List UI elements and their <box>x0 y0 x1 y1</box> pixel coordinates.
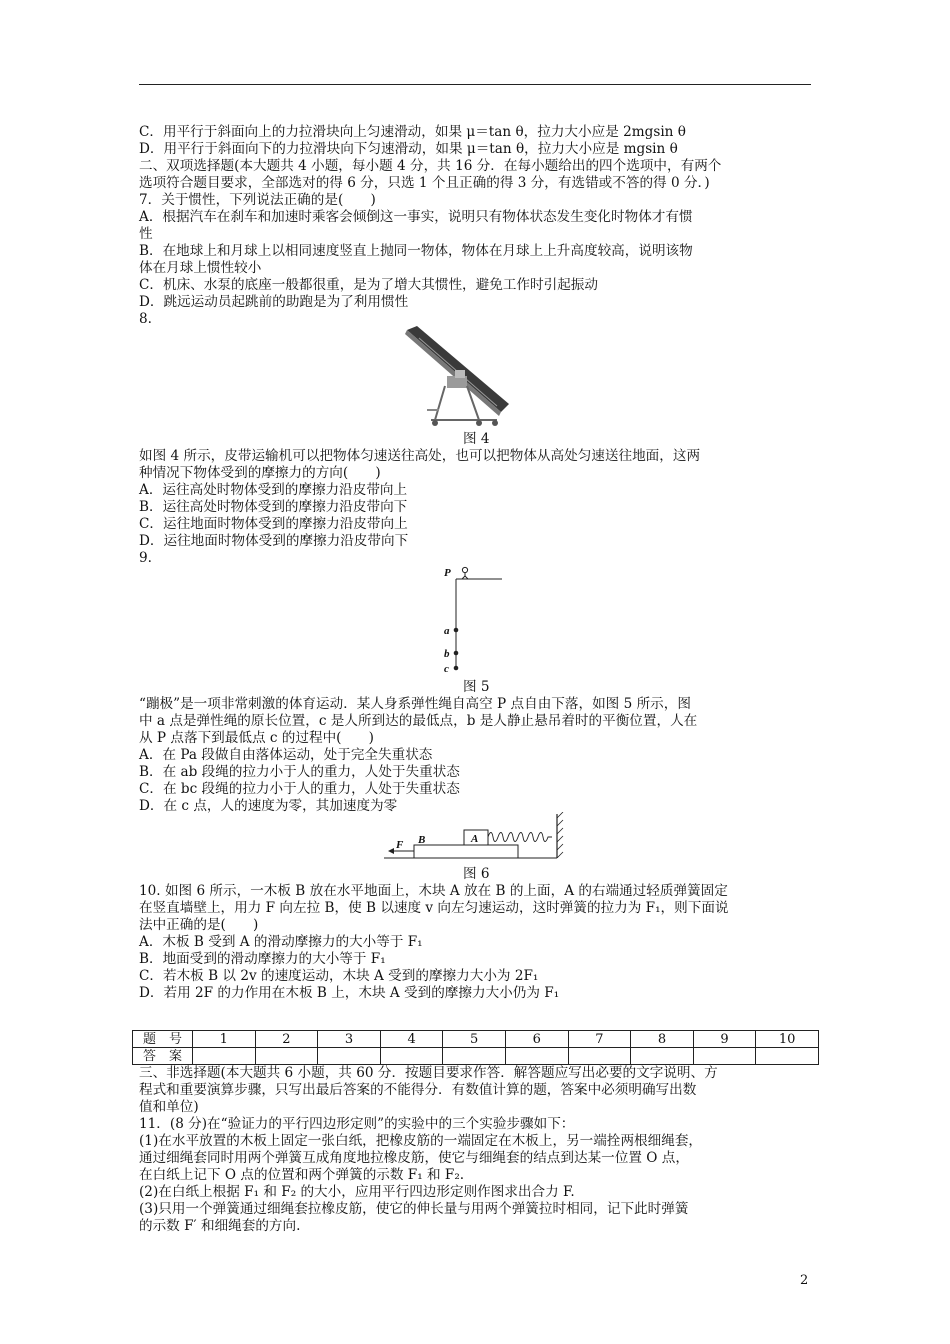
bungee-figure <box>440 564 510 676</box>
block-A-label: A <box>471 833 479 845</box>
point-c-label: c <box>444 663 449 675</box>
step-line: (2)在白纸上根据 F₁ 和 F₂ 的大小，应用平行四边形定则作图求出合力 F. <box>139 1184 575 1200</box>
question-9-number: 9. <box>139 550 152 566</box>
text-line: 二、双项选择题(本大题共 4 小题，每小题 4 分，共 16 分．在每小题给出的四个选项中，有两个 <box>139 158 722 174</box>
option-line: C．运往地面时物体受到的摩擦力沿皮带向上 <box>139 516 408 532</box>
option-line: D．在 c 点，人的速度为零，其加速度为零 <box>139 798 398 814</box>
table-cell: 7 <box>568 1031 631 1048</box>
text-line: D．用平行于斜面向下的力拉滑块向下匀速滑动，如果 μ＝tan θ，拉力大小应是 mgsin θ <box>139 141 678 157</box>
answer-cell <box>318 1048 381 1065</box>
board-block-spring-figure <box>382 812 570 864</box>
question-11-stem: 11．(8 分)在“验证力的平行四边形定则”的实验中的三个实验步骤如下： <box>139 1116 575 1132</box>
answer-cell <box>756 1048 819 1065</box>
answer-cell <box>193 1048 256 1065</box>
section-3-heading: 三、非选择题(本大题共 6 小题，共 60 分．按题目要求作答．解答题应写出必要的文字说明、方 <box>139 1065 718 1081</box>
table-row <box>133 1031 819 1048</box>
table-cell: 6 <box>505 1031 568 1048</box>
table-cell: 5 <box>443 1031 506 1048</box>
table-header-cell: 题 号 <box>133 1031 193 1048</box>
header-rule <box>139 84 811 85</box>
answer-cell <box>693 1048 756 1065</box>
conveyor-belt-figure <box>405 326 515 428</box>
text-line: C．用平行于斜面向上的力拉滑块向上匀速滑动，如果 μ＝tan θ，拉力大小应是 2mgsin θ <box>139 124 686 140</box>
option-line: C．若木板 B 以 2v 的速度运动，木块 A 受到的摩擦力大小为 2F₁ <box>139 968 539 984</box>
question-8-number: 8. <box>139 311 152 327</box>
step-line: 通过细绳套同时用两个弹簧互成角度地拉橡皮筋，使它与细绳套的结点到达某一位置 O 点， <box>139 1150 689 1166</box>
table-header-cell: 答 案 <box>133 1048 193 1065</box>
figure-6-caption: 图 6 <box>463 866 490 882</box>
option-line: C．机床、水泵的底座一般都很重，是为了增大其惯性，避免工作时引起振动 <box>139 277 598 293</box>
option-line: B．地面受到的滑动摩擦力的大小等于 F₁ <box>139 951 386 967</box>
point-a-label: a <box>444 625 450 637</box>
table-cell: 4 <box>380 1031 443 1048</box>
option-line: A．运往高处时物体受到的摩擦力沿皮带向上 <box>139 482 408 498</box>
option-line: D．若用 2F 的力作用在木板 B 上，木块 A 受到的摩擦力大小仍为 F₁ <box>139 985 560 1001</box>
answer-cell <box>443 1048 506 1065</box>
question-7-stem: 7．关于惯性，下列说法正确的是( ) <box>139 192 376 208</box>
figure-4-caption: 图 4 <box>463 431 490 447</box>
question-10-stem: 10. 如图 6 所示，一木板 B 放在水平地面上，木块 A 放在 B 的上面，A 的右端通过轻质弹簧固定 <box>139 883 728 899</box>
point-b-label: b <box>444 648 450 660</box>
option-line: A．根据汽车在刹车和加速时乘客会倾倒这一事实，说明只有物体状态发生变化时物体才有惯 <box>139 209 693 225</box>
answer-cell <box>568 1048 631 1065</box>
step-line: (3)只用一个弹簧通过细绳套拉橡皮筋，使它的伸长量与用两个弹簧拉时相同，记下此时弹簧 <box>139 1201 689 1217</box>
table-cell: 8 <box>631 1031 694 1048</box>
option-line: D．跳远运动员起跳前的助跑是为了利用惯性 <box>139 294 409 310</box>
option-line: 性 <box>139 226 153 242</box>
option-line: A．木板 B 受到 A 的滑动摩擦力的大小等于 F₁ <box>139 934 423 950</box>
option-line: 体在月球上惯性较小 <box>139 260 262 276</box>
table-cell: 10 <box>756 1031 819 1048</box>
option-line: B．运往高处时物体受到的摩擦力沿皮带向下 <box>139 499 408 515</box>
question-9-stem: “蹦极”是一项非常刺激的体育运动．某人身系弹性绳自高空 P 点自由下落，如图 5 所示，图 <box>139 696 691 712</box>
question-8-stem: 种情况下物体受到的摩擦力的方向( ) <box>139 465 381 481</box>
step-line: 的示数 F′ 和细绳套的方向. <box>139 1218 301 1234</box>
table-cell: 3 <box>318 1031 381 1048</box>
question-9-stem: 从 P 点落下到最低点 c 的过程中( ) <box>139 730 374 746</box>
force-F-label: F <box>396 839 404 851</box>
answer-cell <box>631 1048 694 1065</box>
question-9-stem: 中 a 点是弹性绳的原长位置，c 是人所到达的最低点，b 是人静止悬吊着时的平衡位置，人在 <box>139 713 698 729</box>
question-8-stem: 如图 4 所示，皮带运输机可以把物体匀速送往高处，也可以把物体从高处匀速送往地面，这两 <box>139 448 701 464</box>
question-10-stem: 法中正确的是( ) <box>139 917 259 933</box>
text-line: 选项符合题目要求，全部选对的得 6 分，只选 1 个且正确的得 3 分，有选错或不答的得 0 分．) <box>139 175 710 191</box>
point-P-label: P <box>444 567 451 579</box>
page-number: 2 <box>800 1273 809 1288</box>
figure-5-caption: 图 5 <box>463 679 490 695</box>
table-cell: 2 <box>255 1031 318 1048</box>
step-line: (1)在水平放置的木板上固定一张白纸，把橡皮筋的一端固定在木板上，另一端拴两根细绳套， <box>139 1133 703 1149</box>
option-line: B．在地球上和月球上以相同速度竖直上抛同一物体，物体在月球上上升高度较高，说明该物 <box>139 243 693 259</box>
option-line: A．在 Pa 段做自由落体运动，处于完全失重状态 <box>139 747 433 763</box>
answer-table <box>132 1030 819 1065</box>
option-line: C．在 bc 段绳的拉力小于人的重力，人处于失重状态 <box>139 781 460 797</box>
answer-cell <box>505 1048 568 1065</box>
option-line: B．在 ab 段绳的拉力小于人的重力，人处于失重状态 <box>139 764 460 780</box>
step-line: 在白纸上记下 O 点的位置和两个弹簧的示数 F₁ 和 F₂. <box>139 1167 465 1183</box>
table-cell: 9 <box>693 1031 756 1048</box>
section-3-heading: 值和单位) <box>139 1099 199 1115</box>
board-B-label: B <box>418 834 426 846</box>
table-cell: 1 <box>193 1031 256 1048</box>
answer-cell <box>255 1048 318 1065</box>
answer-cell <box>380 1048 443 1065</box>
question-10-stem: 在竖直墙壁上，用力 F 向左拉 B，使 B 以速度 v 向左匀速运动，这时弹簧的拉力为 F₁，则下面说 <box>139 900 729 916</box>
table-row <box>133 1048 819 1065</box>
section-3-heading: 程式和重要演算步骤，只写出最后答案的不能得分．有数值计算的题，答案中必须明确写出数 <box>139 1082 697 1098</box>
option-line: D．运往地面时物体受到的摩擦力沿皮带向下 <box>139 533 409 549</box>
